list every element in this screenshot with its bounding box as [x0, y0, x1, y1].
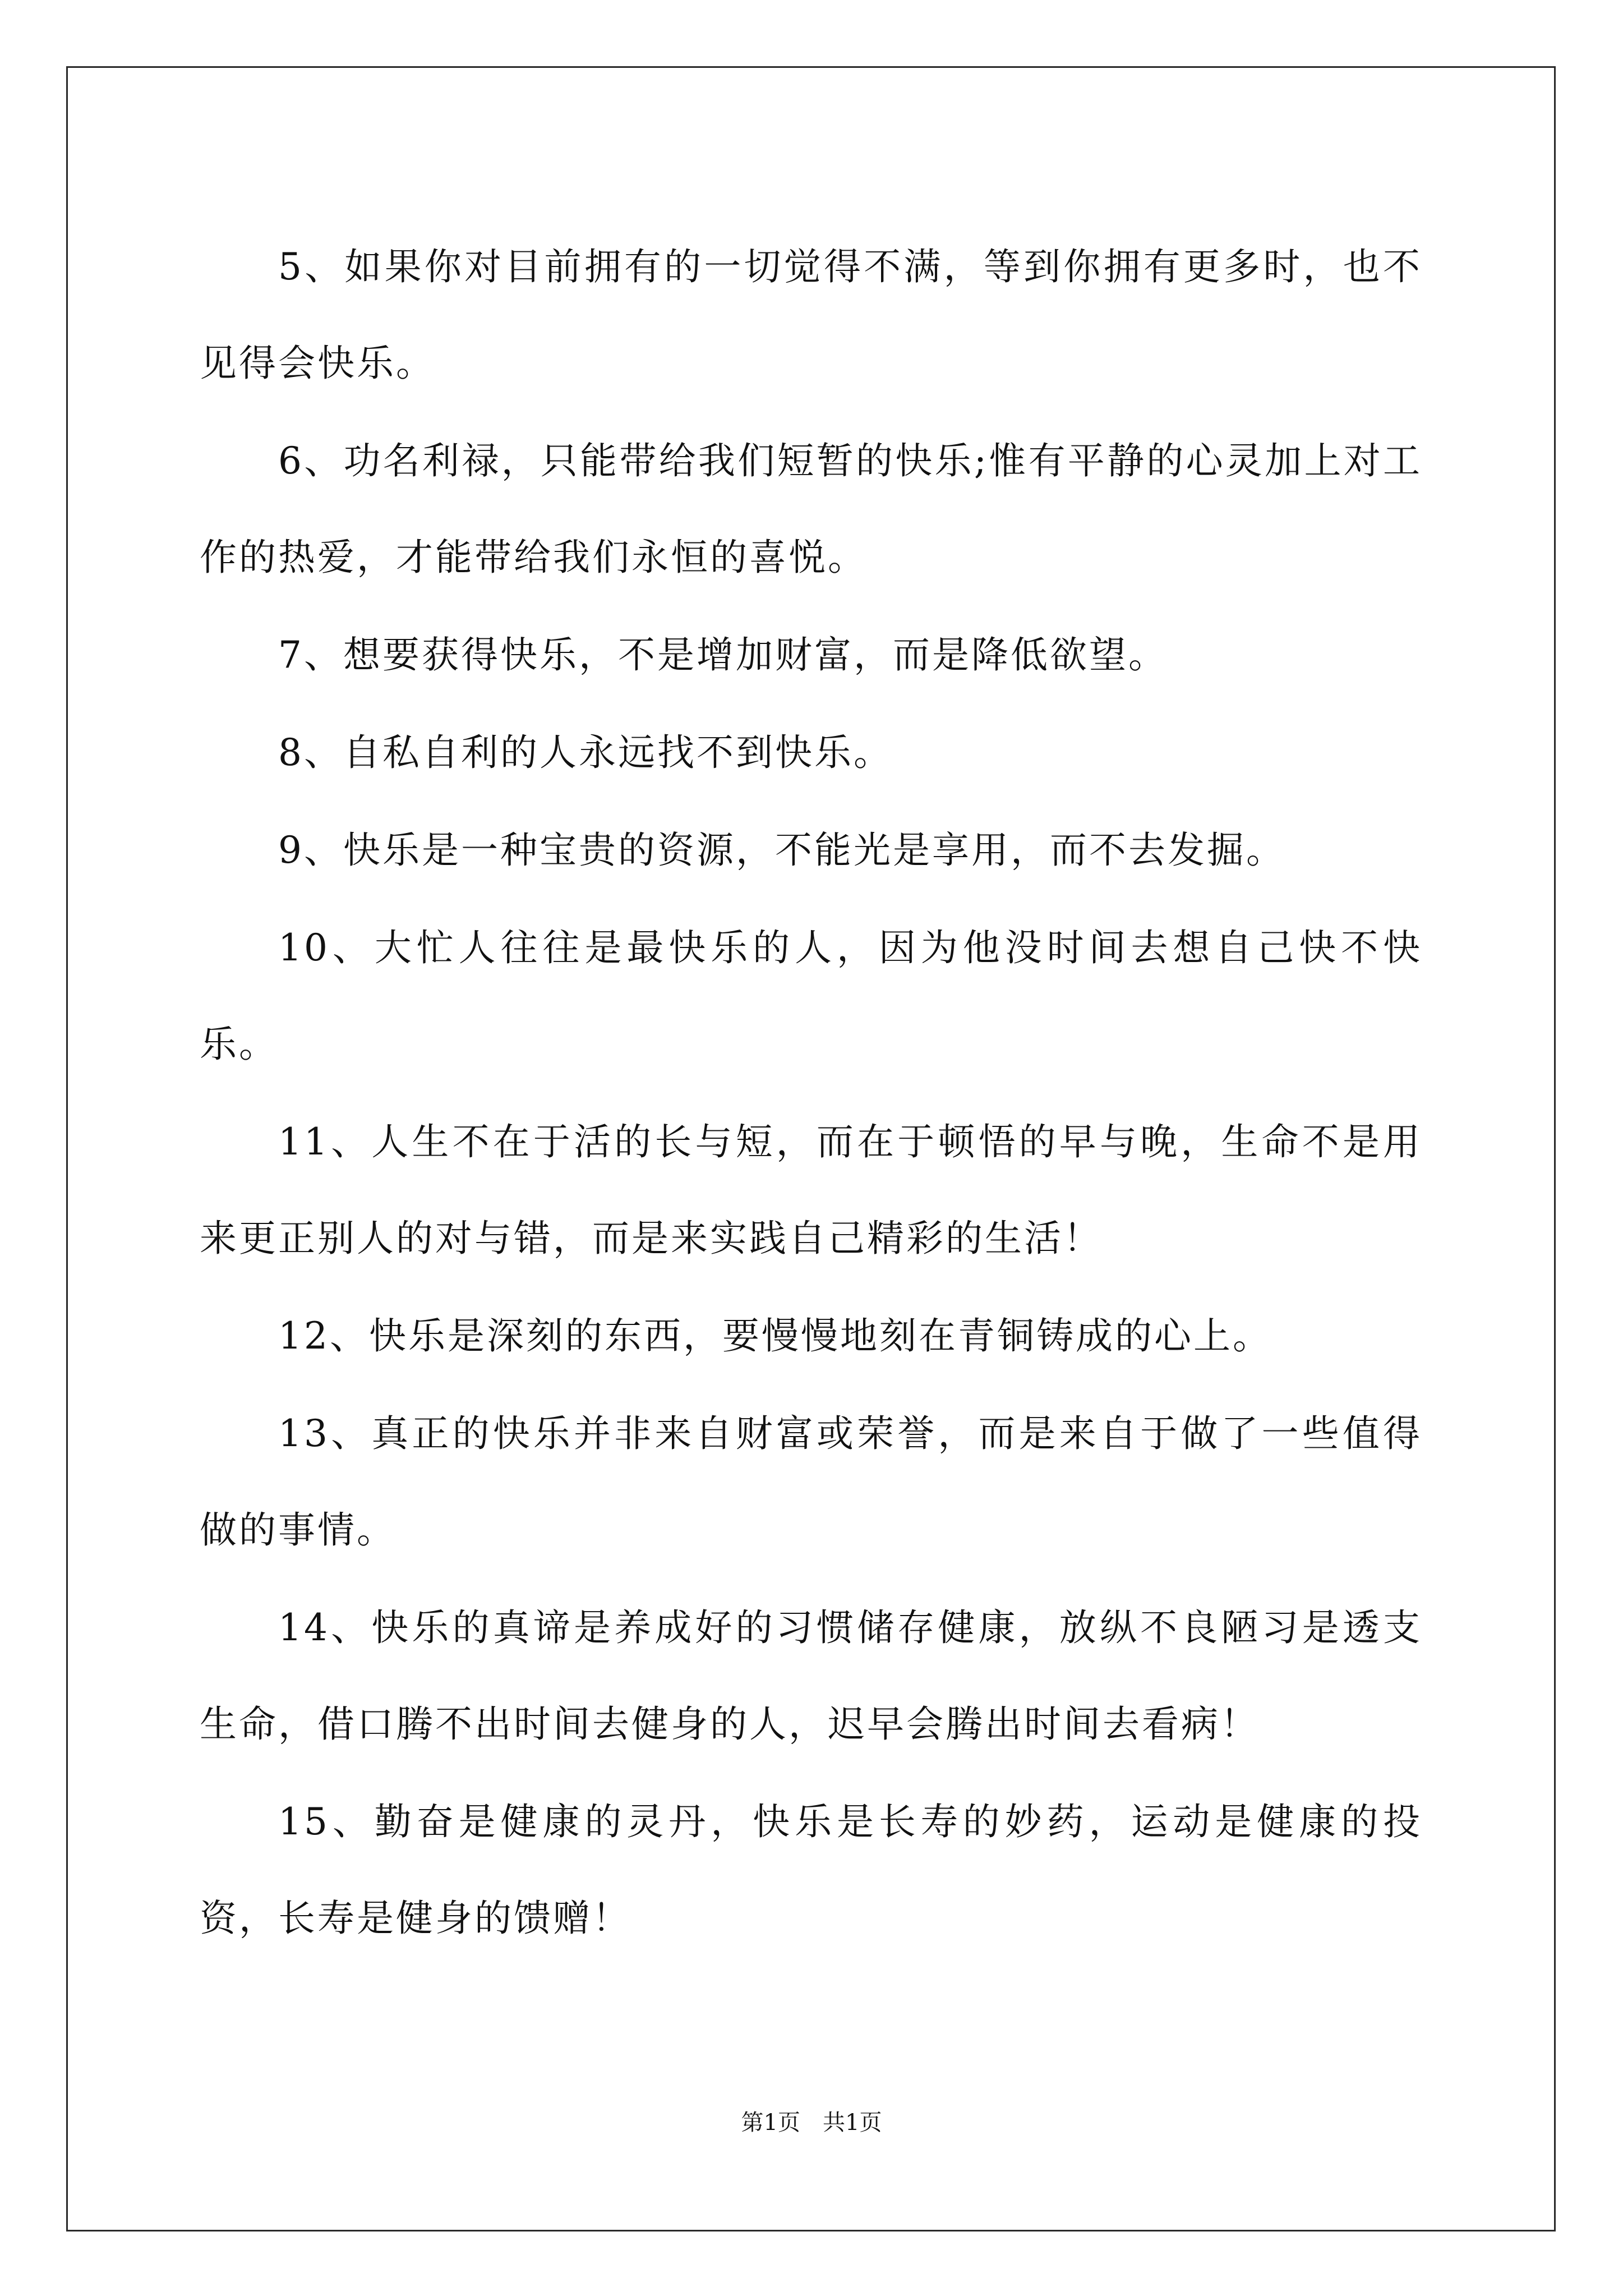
- paragraph-6: 6、功名利禄，只能带给我们短暂的快乐;惟有平静的心灵加上对工作的热爱，才能带给我们永恒的喜悦。: [200, 439, 1422, 579]
- paragraph-9: 9、快乐是一种宝贵的资源，不能光是享用，而不去发掘。: [278, 829, 1285, 872]
- paragraph-8: 8、自私自利的人永远找不到快乐。: [278, 731, 893, 774]
- document-body: [200, 219, 1422, 1968]
- paragraph-15: 15、勤奋是健康的灵丹，快乐是长寿的妙药，运动是健康的投资，长寿是健身的馈赠！: [200, 1800, 1422, 1940]
- paragraph-7: 7、想要获得快乐，不是增加财富，而是降低欲望。: [278, 633, 1168, 677]
- paragraph-10: 10、大忙人往往是最快乐的人，因为他没时间去想自己快不快乐。: [200, 926, 1422, 1066]
- paragraph-13: 13、真正的快乐并非来自财富或荣誉，而是来自于做了一些值得做的事情。: [200, 1412, 1422, 1552]
- page-number-footer: 第1页 共1页: [741, 2110, 882, 2136]
- paragraph-5: 5、如果你对目前拥有的一切觉得不满，等到你拥有更多时，也不见得会快乐。: [200, 245, 1422, 385]
- paragraph-14: 14、快乐的真谛是养成好的习惯储存健康，放纵不良陋习是透支生命，借口腾不出时间去健身的人，迟早会腾出时间去看病！: [200, 1606, 1422, 1746]
- paragraph-11: 11、人生不在于活的长与短，而在于顿悟的早与晚，生命不是用来更正别人的对与错，而是来实践自己精彩的生活！: [200, 1120, 1422, 1260]
- paragraph-12: 12、快乐是深刻的东西，要慢慢地刻在青铜铸成的心上。: [278, 1314, 1272, 1358]
